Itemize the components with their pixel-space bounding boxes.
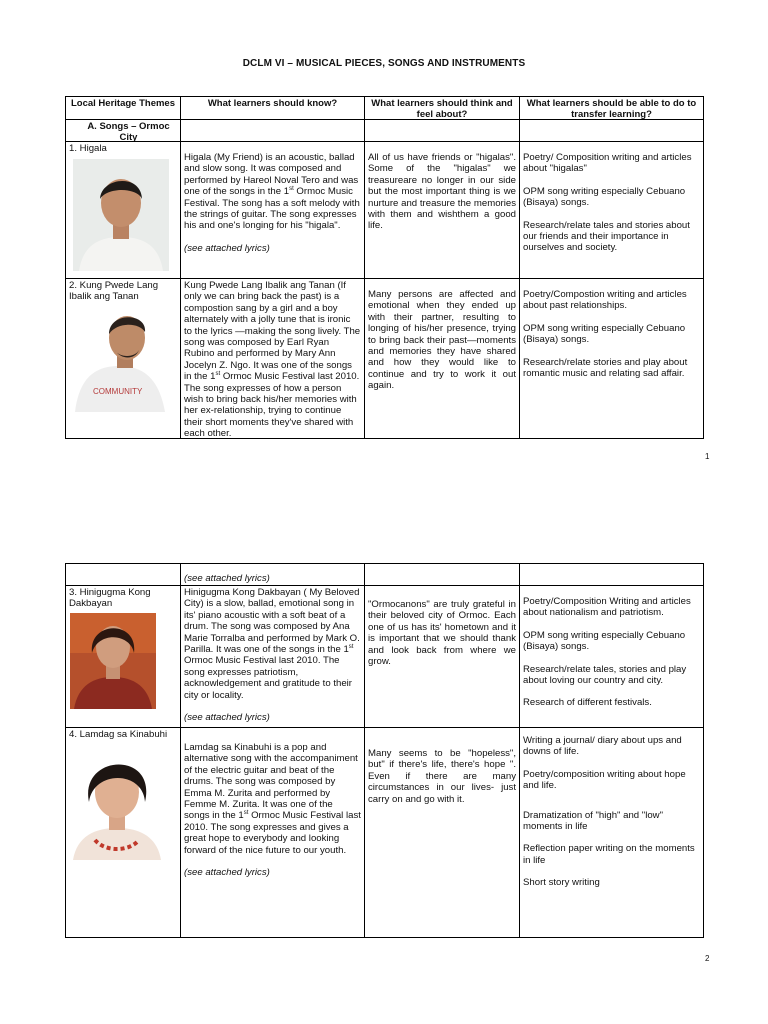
song-think-cell: Many seems to be "hopeless", but" if there's life, there's hope ". Even if there are many circumstances in our lives- just carry on and go with it. [365,728,520,938]
song-row-higala [66,142,704,279]
page-number: 1 [705,452,710,461]
song-do-cell: Poetry/Compostion writing and articles about past relationships. OPM song writing especially Cebuano (Bisaya) songs. Research/relate stories and play about romantic music and relating sad affair. [520,279,704,439]
song-label: 4. Lamdag sa Kinabuhi [69,729,168,740]
song-cell [66,728,181,938]
see-lyrics-note: (see attached lyrics) [184,242,270,254]
singer-photo-kung-pwede-lang [73,308,173,412]
lyrics-carry-row [66,564,704,586]
document-title: DCLM VI – MUSICAL PIECES, SONGS AND INSTRUMENTS [242,58,526,69]
song-know-cell: Hinigugma Kong Dakbayan ( My Beloved City) is a slow, ballad, emotional song in its' piano acoustic with a soft beat of a drum. The song was composed by Ana Marie Torralba and performed by Mark O. Parilla. It was one of the songs in the 1st Ormoc Music Festival last 2010. The song expresses patriotism, acknowledgement and gratitude to their city or locality. (see attached lyrics) [181,586,365,728]
see-lyrics-note: (see attached lyrics) [184,712,270,724]
see-lyrics-note: (see attached lyrics) [181,564,365,586]
header-what-learners-think-feel: What learners should think and feel about? [365,97,520,120]
section-row [66,120,704,142]
song-know-cell: Lamdag sa Kinabuhi is a pop and alternative song with the accompaniment of the electric guitar and beat of the drums. The song was composed by Emma M. Zurita and performed by Femme M. Zurita. It was one of the songs in the 1st Ormoc Music Festival last 2010. The song expresses and gives a great hope to everybody and looking forward of the nice future to our youth. (see attached lyrics) [181,728,365,938]
see-lyrics-note: (see attached lyrics) [184,867,270,879]
table-header-row [66,97,704,120]
header-what-learners-do: What learners should be able to do to transfer learning? [520,97,704,120]
song-row-kung-pwede-lang [66,279,704,439]
svg-text:COMMUNITY: COMMUNITY [93,386,143,396]
heritage-table-page-2 [65,563,704,938]
song-cell [66,279,181,439]
song-think-cell: All of us have friends or "higalas". Some of the "higalas" we treasureare no longer in our side but the most important thing is we nurture and treasure the memories with them and wishthem a good life. [365,142,520,279]
header-local-heritage-themes: Local Heritage Themes [66,97,181,120]
song-row-lamdag [66,728,704,938]
singer-photo-higala [73,159,173,271]
song-do-cell: Poetry/ Composition writing and articles about "higalas" OPM song writing especially Cebuano (Bisaya) songs. Research/relate tales and stories about our friends and their importance in ourselves and society. [520,142,704,279]
song-know-cell: Kung Pwede Lang Ibalik ang Tanan (If only we can bring back the past) is a compostion sang by a girl and a boy alternately with a jolly tune that is ironic to the lyrics —making the song lively. The song was composed by Earl Ryan Rubino and performed by Mary Ann Jocelyn Z. Ngo. It was one of the songs in the 1st Ormoc Music Festival last 2010. The song expresses of how a person wish to bring back his/her memories with her ex-relationship, trying to continue their short moments they've shared with each other. [181,279,365,439]
header-what-learners-know: What learners should know? [181,97,365,120]
singer-photo-hinigugma [70,613,170,709]
song-label: 3. Hinigugma Kong Dakbayan [69,587,151,610]
song-label: 1. Higala [69,143,107,154]
section-a-label: A. Songs – Ormoc City [66,120,181,142]
song-do-cell: Writing a journal/ diary about ups and downs of life. Poetry/composition writing about hope and life. Dramatization of "high" and "low" moments in life Reflection paper writing on the moments in life Short story writing [520,728,704,938]
song-think-cell: "Ormocanons" are truly grateful in their beloved city of Ormoc. Each one of us has its' hometown and it is important that we should thank and look back from where we grow. [365,586,520,728]
song-know-cell: Higala (My Friend) is an acoustic, ballad and slow song. It was composed and performed by Hareol Noval Tero and was one of the songs in the 1st Ormoc Music Festival. The song has a soft melody with the strings of guitar. The song expresses his and one's longing for his "higala". (see attached lyrics) [181,142,365,279]
page-number: 2 [705,954,710,963]
song-cell [66,586,181,728]
heritage-table-page-1 [65,96,704,439]
song-row-hinigugma [66,586,704,728]
song-label: 2. Kung Pwede Lang Ibalik ang Tanan [69,280,159,303]
song-cell [66,142,181,279]
song-do-cell: Poetry/Composition Writing and articles about nationalism and patriotism. OPM song writing especially Cebuano (Bisaya) songs. Research/relate tales, stories and play about loving our country and city. Research of different festivals. [520,586,704,728]
singer-photo-lamdag [71,744,171,860]
song-think-cell: Many persons are affected and emotional when they ended up with their partner, resulting to longing of his/her presence, trying to bring back their past—moments and memories they have shared and how they would like to continue and try to work it out again. [365,279,520,439]
